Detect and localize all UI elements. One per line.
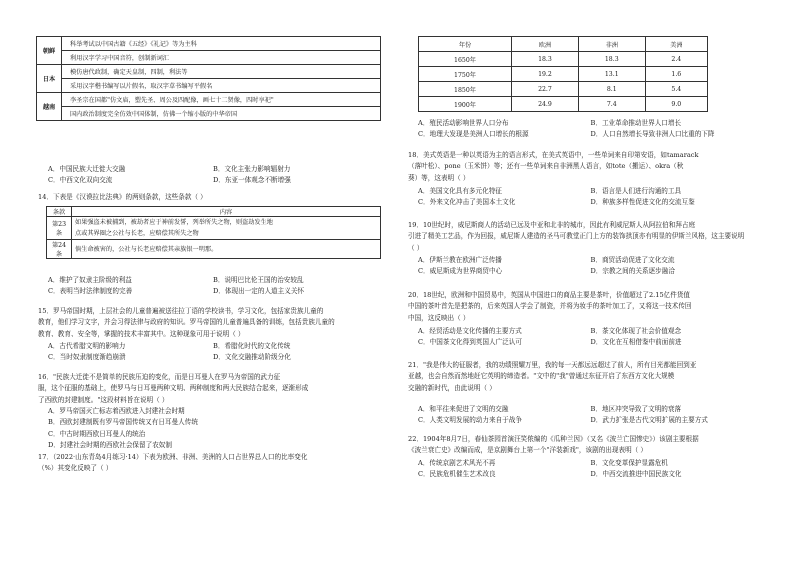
q13-row-label: 越南 bbox=[37, 93, 62, 121]
table-cell: 13.1 bbox=[578, 67, 645, 82]
table-cell: 2.4 bbox=[645, 52, 707, 67]
option-a[interactable]: A．伊斯兰教在欧洲广泛传播 bbox=[418, 256, 502, 264]
option-b[interactable]: B．文化主张力影响辐射力 bbox=[213, 165, 291, 173]
option-b[interactable]: B．语言是人们进行沟通的工具 bbox=[590, 187, 682, 195]
option-c[interactable]: C．当时奴隶制度渐趋崩溃 bbox=[48, 353, 126, 362]
q18-line-1: 18．美式英语是一种以英语为主的语言形式，在美式英语中，一些单词来自印第安语，如tamarack bbox=[408, 151, 699, 159]
option-b[interactable]: B．工业革命推动世界人口增长 bbox=[590, 119, 682, 127]
option-c[interactable]: C．中古时期西欧日耳曼人的统治 bbox=[48, 429, 146, 438]
option-b[interactable]: B．茶文化体现了社会价值观念 bbox=[590, 327, 682, 335]
q13-table-row bbox=[37, 93, 381, 107]
q13-table-row bbox=[37, 37, 381, 51]
q17-stem bbox=[38, 452, 307, 475]
option-b[interactable]: B．希腊化时代的文化传统 bbox=[213, 342, 291, 350]
q15-line-3: 教育、教育、安全等，掌握的技术丰富其中。这种现象可用于说明（ ） bbox=[38, 329, 245, 338]
q13-row-text: 科举考试以中国古籍《五经》《礼记》等为主科 bbox=[62, 37, 381, 51]
option-d[interactable]: D．文化在互相借鉴中前面前进 bbox=[590, 338, 682, 347]
table-row bbox=[419, 67, 708, 82]
population-table bbox=[418, 36, 708, 112]
table-cell: 1750年 bbox=[419, 67, 512, 82]
q14-head-1: 条款 bbox=[47, 207, 72, 217]
option-d[interactable]: D．武力扩张是古代文明扩展的主要方式 bbox=[590, 416, 708, 425]
q21-line-1: 21．"我是伟大的征服者，我的功绩照耀万里，我的每一天都远远超过了前人，所有目光都能回到亚 bbox=[408, 361, 697, 369]
table-cell: 1850年 bbox=[419, 82, 512, 97]
option-a[interactable]: A．和平往来促进了文明的交融 bbox=[418, 405, 509, 413]
q20 bbox=[408, 290, 692, 324]
table-cell: 1.6 bbox=[645, 67, 707, 82]
table-cell: 1650年 bbox=[419, 52, 512, 67]
q18-line-2: （落叶松）、pone（玉米饼）等；还有一些单词来自非洲黑人语言，如tote（搬运）、okra（秋 bbox=[408, 162, 684, 171]
option-a[interactable]: A．古代希腊文明的影响力 bbox=[48, 342, 126, 350]
q14-stem: 14．下表是《汉谟拉比法典》的两则条款，这些条款（ ） bbox=[38, 193, 207, 201]
q16-line-1: 16．"民族大迁徙不是简单的民族压迫的变化，而是日耳曼人在罗马为帝国的武力征 bbox=[38, 373, 281, 381]
table-row bbox=[419, 82, 708, 97]
q16 bbox=[38, 372, 308, 406]
option-b[interactable]: B．地区冲突导致了文明的衰落 bbox=[590, 405, 682, 413]
option-a[interactable]: A．美国文化具有多元化特征 bbox=[418, 187, 502, 195]
q13-table-row bbox=[37, 79, 381, 93]
option-d[interactable]: D．东亚一体观念不断增强 bbox=[213, 176, 291, 185]
q15-line-2: 教育，他们学习文字，并会习得法律与政府的知识。罗马帝国的儿童普遍具备的训练，包括贵族儿童的 bbox=[38, 318, 335, 327]
option-a[interactable]: A．中国民族大迁徙大交融 bbox=[48, 165, 126, 173]
q13-row-text: 国内政治制度完全仿效中国体制，仿佛一个缩小版的中华帝国 bbox=[62, 107, 381, 121]
option-c[interactable]: C．威尼斯成为世界商贸中心 bbox=[418, 267, 503, 276]
q20-line-1: 20．18世纪，欧洲和中国贸易中，英国从中国进口的商品主要是茶叶，价值超过了2.15亿件货值 bbox=[408, 291, 691, 299]
q14-row-1-line-2: 点或其界圈之公社与长老，应赔偿其所失之物 bbox=[75, 230, 199, 237]
table-cell: 24.9 bbox=[512, 97, 579, 112]
option-d[interactable]: D．人口自然增长导致非洲人口比重的下降 bbox=[590, 130, 715, 139]
table-cell: 9.0 bbox=[645, 97, 707, 112]
q22-line-2: 《波兰衰亡史》改编而成，是京剧舞台上第一个"洋装新戏"，该剧的出现表明（ ） bbox=[408, 446, 647, 455]
q13-row-text: 李圣宗在国都"仿文庙，塑先圣、周公及四配像，画七十二贤像，四时享祀" bbox=[62, 93, 381, 107]
pop-table-header: 非洲 bbox=[578, 37, 645, 52]
option-c[interactable]: C．民族危机催生艺术改良 bbox=[418, 470, 496, 479]
table-row bbox=[419, 97, 708, 112]
q13-table-row bbox=[37, 51, 381, 65]
q21-line-2: 亚越，也会自然而然地赶它英明的缔造者。"文中的"我"曾通过东征开启了东西方文化大规模 bbox=[408, 372, 675, 381]
q17-line-1: 17．（2022·山东青岛4月练习·14）下表为欧洲、非洲、美洲的人口占世界总人口的比率变化 bbox=[38, 453, 308, 461]
q18-options bbox=[418, 186, 763, 209]
option-d[interactable]: D．中西交流推进中国民族文化 bbox=[590, 470, 682, 479]
q20-options bbox=[418, 326, 763, 349]
q19-line-3: （ ） bbox=[408, 243, 424, 252]
q21-line-3: 交融的新时代，由此说明（ ） bbox=[408, 383, 496, 392]
q13-options bbox=[48, 164, 378, 187]
pop-table-header: 欧洲 bbox=[512, 37, 579, 52]
table-cell: 8.1 bbox=[578, 82, 645, 97]
q16-options bbox=[48, 406, 198, 452]
option-b[interactable]: B．商贸活动促进了文化交流 bbox=[590, 256, 675, 264]
option-c[interactable]: C．人类文明发展的动力来自于战争 bbox=[418, 416, 522, 425]
table-cell: 22.7 bbox=[512, 82, 579, 97]
q13-row-label: 日本 bbox=[37, 65, 62, 93]
option-c[interactable]: C．中西文化双向交流 bbox=[48, 176, 113, 185]
q21 bbox=[408, 360, 696, 394]
q13-row-text: 利用汉字学习中国音符，创制新词汇 bbox=[62, 51, 381, 65]
q13-table bbox=[36, 36, 381, 121]
q15-options bbox=[48, 341, 378, 364]
option-d[interactable]: D．种族多样性促进文化的交流互鉴 bbox=[590, 198, 695, 207]
option-c[interactable]: C．外来文化冲击了美国本土文化 bbox=[418, 198, 516, 207]
q14-head-2: 内容 bbox=[72, 207, 381, 217]
q14-row-1-label: 第23条 bbox=[47, 217, 72, 240]
q13-row-text: 模仿唐代政制，确定天皇制，四制，利法等 bbox=[62, 65, 381, 79]
q16-line-3: 了西欧的封建制度。"这段材料旨在说明（ ） bbox=[38, 395, 169, 404]
table-cell: 1900年 bbox=[419, 97, 512, 112]
option-b[interactable]: B．说明巴比伦王国的治安较乱 bbox=[213, 276, 304, 284]
option-a[interactable]: A．罗马帝国灭亡标志着西欧进入封建社会时期 bbox=[48, 407, 185, 415]
q19 bbox=[408, 220, 744, 254]
table-row bbox=[419, 52, 708, 67]
option-d[interactable]: D．宗教之间的关系逐步融洽 bbox=[590, 267, 675, 276]
q19-options bbox=[418, 255, 763, 278]
q13-table-row bbox=[37, 107, 381, 121]
table-cell: 7.4 bbox=[578, 97, 645, 112]
q14-options bbox=[48, 275, 378, 298]
q18-line-3: 葵）等，这表明（ ） bbox=[408, 173, 470, 182]
pop-table-header: 年份 bbox=[419, 37, 512, 52]
q19-line-1: 19．10世纪时，威尼斯商人的活动已远及中亚和北非的城市，因此有利威尼斯人从阿拉伯和拜占庭 bbox=[408, 221, 696, 229]
q22 bbox=[408, 434, 699, 457]
q17-line-2: （%）其变化反映了（ ） bbox=[38, 464, 113, 473]
q13-table-row bbox=[37, 65, 381, 79]
q18 bbox=[408, 150, 699, 184]
q16-line-2: 服，这个征服的基础上，使罗马与日耳曼两种文明、两种制度和两大民族结合起来，逐渐形成 bbox=[38, 384, 309, 393]
q17-options bbox=[418, 118, 763, 141]
option-c[interactable]: C．中国茶文化得到英国人广泛认可 bbox=[418, 338, 522, 347]
table-cell: 18.3 bbox=[512, 52, 579, 67]
pop-table-header: 美洲 bbox=[645, 37, 707, 52]
option-b[interactable]: B．文化变革保护显露危机 bbox=[590, 459, 668, 467]
q22-options bbox=[418, 458, 763, 481]
q21-options bbox=[418, 404, 763, 427]
table-cell: 19.2 bbox=[512, 67, 579, 82]
option-a[interactable]: A．殖民活动影响世界人口分布 bbox=[418, 119, 509, 127]
q14-table bbox=[46, 206, 381, 259]
q20-line-3: 中国，这反映出（ ） bbox=[408, 313, 470, 322]
option-d[interactable]: D．体现出一定的人道主义关怀 bbox=[213, 287, 305, 296]
q14-row-1-line-1: 如果强盗未被捕到，被劫者应于神前发誓，列举所失之物，则盗劫发生地 bbox=[75, 219, 273, 226]
option-c[interactable]: C．表明当时法律制度的完善 bbox=[48, 287, 133, 296]
q14-row-2-line-1: 倘生命被害的，公社与长老应赔偿其亲族银一明那。 bbox=[72, 240, 381, 259]
table-cell: 5.4 bbox=[645, 82, 707, 97]
q19-line-2: 引进了精美工艺品，作为回报，威尼斯人建造的圣马可教堂正门上方的装饰拱顶亦有明显的伊斯兰风格，这主要说明 bbox=[408, 232, 745, 241]
option-a[interactable]: A．传统京剧艺术风光不再 bbox=[418, 459, 496, 467]
q20-line-2: 中国的茶叶首先是把茶的，后来英国人学会了制瓷，并将为妆手的茶叶加工了，又将这一技术传回 bbox=[408, 302, 692, 311]
table-cell: 18.3 bbox=[578, 52, 645, 67]
q13-row-text: 采用汉字楷书编写以片假名，取汉字草书编写平假名 bbox=[62, 79, 381, 93]
q13-row-label: 朝鲜 bbox=[37, 37, 62, 65]
option-d[interactable]: D．文化交融推动阶级分化 bbox=[213, 353, 291, 362]
option-d[interactable]: D．封建社会时期的西欧社会保留了农奴制 bbox=[48, 441, 172, 450]
option-c[interactable]: C．地理大发现是美洲人口增长的根源 bbox=[418, 130, 529, 139]
option-a[interactable]: A．维护了奴隶主阶级的利益 bbox=[48, 276, 132, 284]
option-a[interactable]: A．经贸活动是文化传播的主要方式 bbox=[418, 327, 522, 335]
q22-line-1: 22．1904年8月7日，春仙茶园首演汪笑侬编的《瓜种兰因》（又名《波兰亡国惨史》）该剧主要根据 bbox=[408, 435, 699, 443]
q14-row-2-label: 第24条 bbox=[47, 240, 72, 259]
option-b[interactable]: B．西欧封建制既有罗马帝国传统又有日耳曼人传统 bbox=[48, 418, 198, 427]
q15 bbox=[38, 306, 335, 340]
q15-line-1: 15．罗马帝国时期，上层社会的儿童普遍被送往拉丁语的学校读书，学习文化，包括家贵族儿童的 bbox=[38, 307, 324, 315]
